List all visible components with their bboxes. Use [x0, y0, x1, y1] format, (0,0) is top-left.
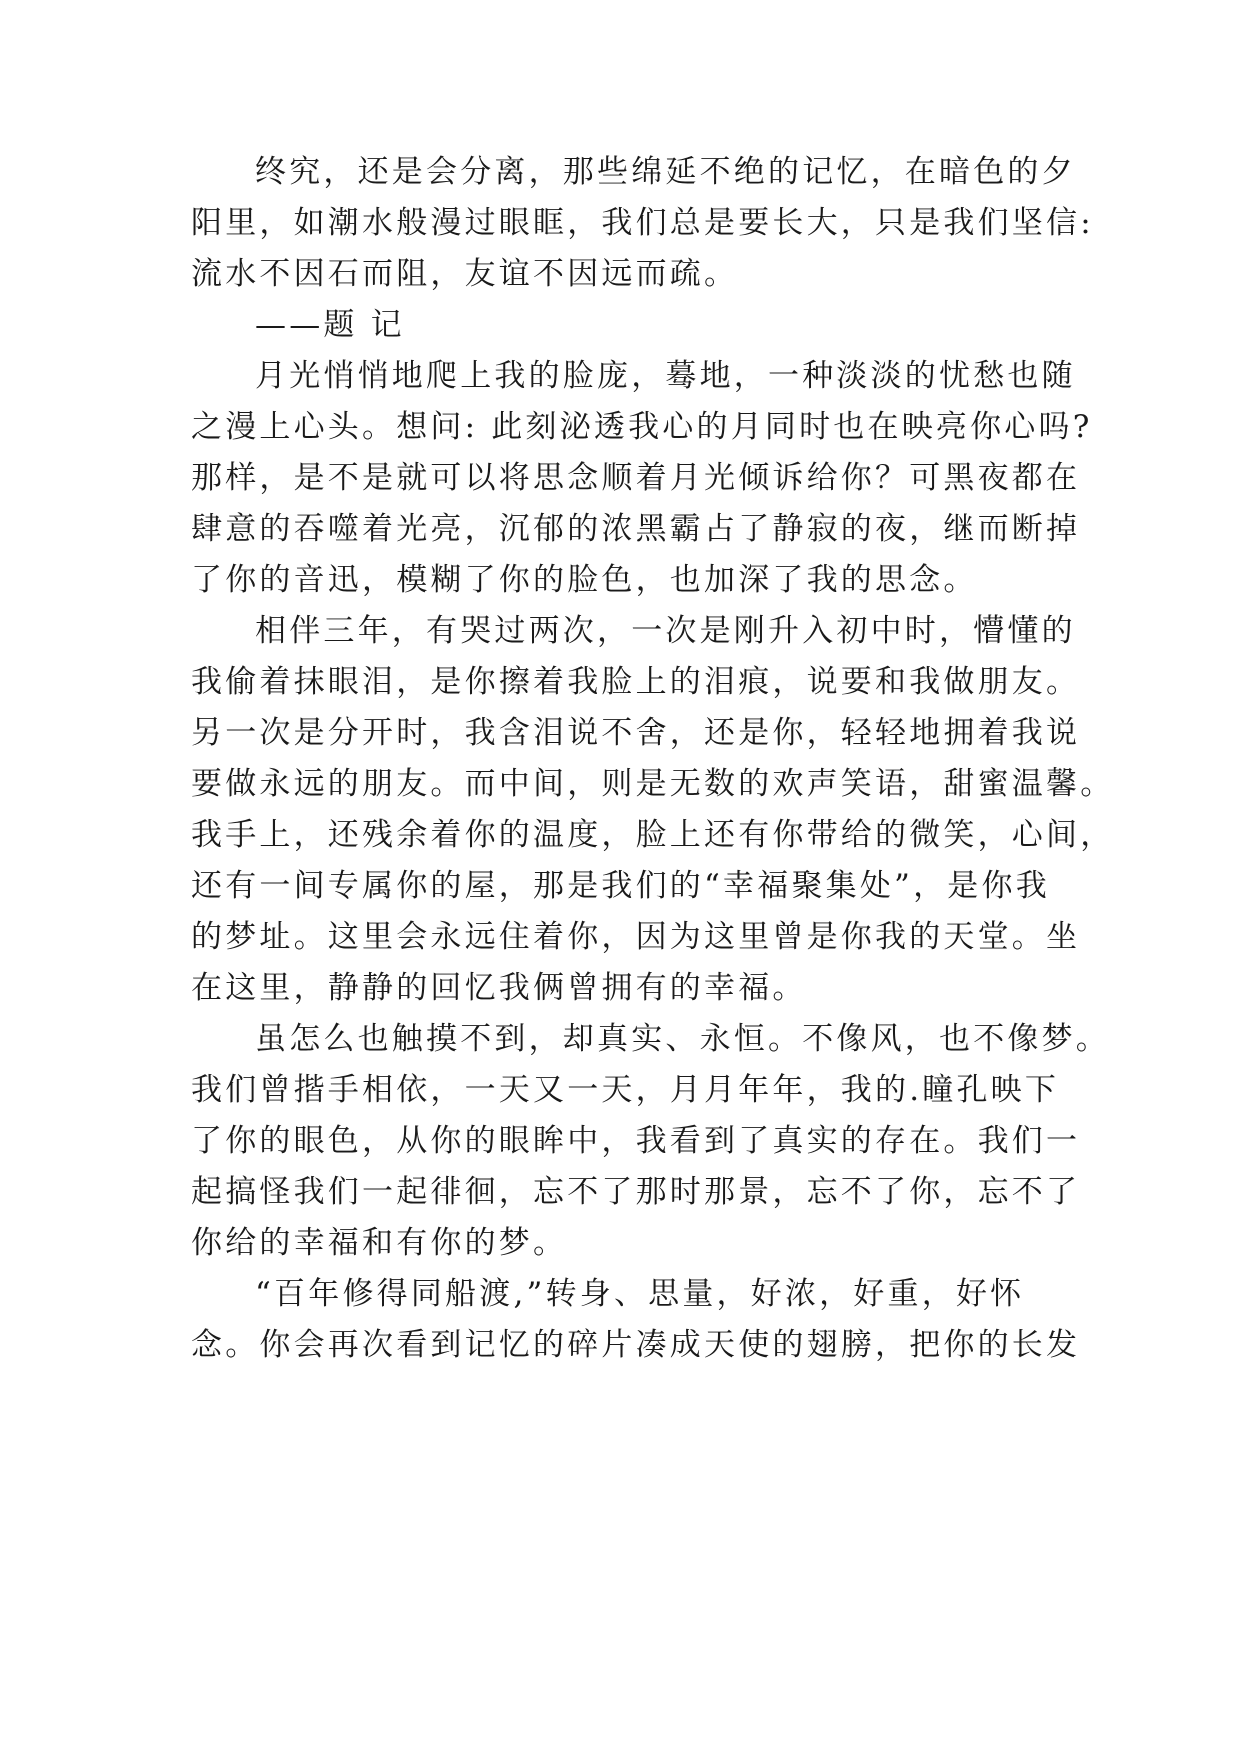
text-line: 在这里，静静的回忆我俩曾拥有的幸福。	[191, 970, 807, 1006]
text-line: 终究，还是会分离，那些绵延不绝的记忆，在暗色的夕	[255, 154, 1076, 190]
text-line: 那样，是不是就可以将思念顺着月光倾诉给你？可黑夜都在	[191, 460, 1081, 496]
text-line: 你给的幸福和有你的梦。	[191, 1225, 568, 1261]
text-line: 月光悄悄地爬上我的脸庞，蓦地，一种淡淡的忧愁也随	[255, 358, 1076, 394]
text-line: “百年修得同船渡,”转身、思量，好浓，好重，好怀	[255, 1276, 1025, 1312]
text-line: 要做永远的朋友。而中间，则是无数的欢声笑语，甜蜜温馨。	[191, 766, 1115, 802]
text-line: 还有一间专属你的屋，那是我们的“幸福聚集处”，是你我	[191, 868, 1050, 904]
text-line: 了你的音迅，模糊了你的脸色，也加深了我的思念。	[191, 562, 978, 598]
text-line: 虽怎么也触摸不到，却真实、永恒。不像风，也不像梦。	[255, 1021, 1110, 1057]
text-line: 流水不因石而阻，友谊不因远而疏。	[191, 256, 739, 292]
text-line: 阳里，如潮水般漫过眼眶，我们总是要长大，只是我们坚信:	[191, 205, 1094, 241]
text-line: 的梦址。这里会永远住着你，因为这里曾是你我的天堂。坐	[191, 919, 1081, 955]
text-line: 我们曾揩手相依，一天又一天，月月年年，我的.瞳孔映下	[191, 1072, 1060, 1108]
text-line: 相伴三年，有哭过两次，一次是刚升入初中时，懵懂的	[255, 613, 1076, 649]
text-line: 另一次是分开时，我含泪说不舍，还是你，轻轻地拥着我说	[191, 715, 1081, 751]
text-line: 起搞怪我们一起徘徊，忘不了那时那景，忘不了你，忘不了	[191, 1174, 1081, 1210]
text-line: 我偷着抹眼泪，是你擦着我脸上的泪痕，说要和我做朋友。	[191, 664, 1081, 700]
text-line: 之漫上心头。想问: 此刻泌透我心的月同时也在映亮你心吗?	[191, 409, 1093, 445]
epigraph-attribution: ——题 记	[255, 307, 405, 343]
text-line: 念。你会再次看到记忆的碎片凑成天使的翅膀，把你的长发	[191, 1327, 1081, 1363]
text-line: 肆意的吞噬着光亮，沉郁的浓黑霸占了静寂的夜，继而断掉	[191, 511, 1081, 547]
text-line: 了你的眼色，从你的眼眸中，我看到了真实的存在。我们一	[191, 1123, 1081, 1159]
text-line: 我手上，还残余着你的温度，脸上还有你带给的微笑，心间，	[191, 817, 1115, 853]
